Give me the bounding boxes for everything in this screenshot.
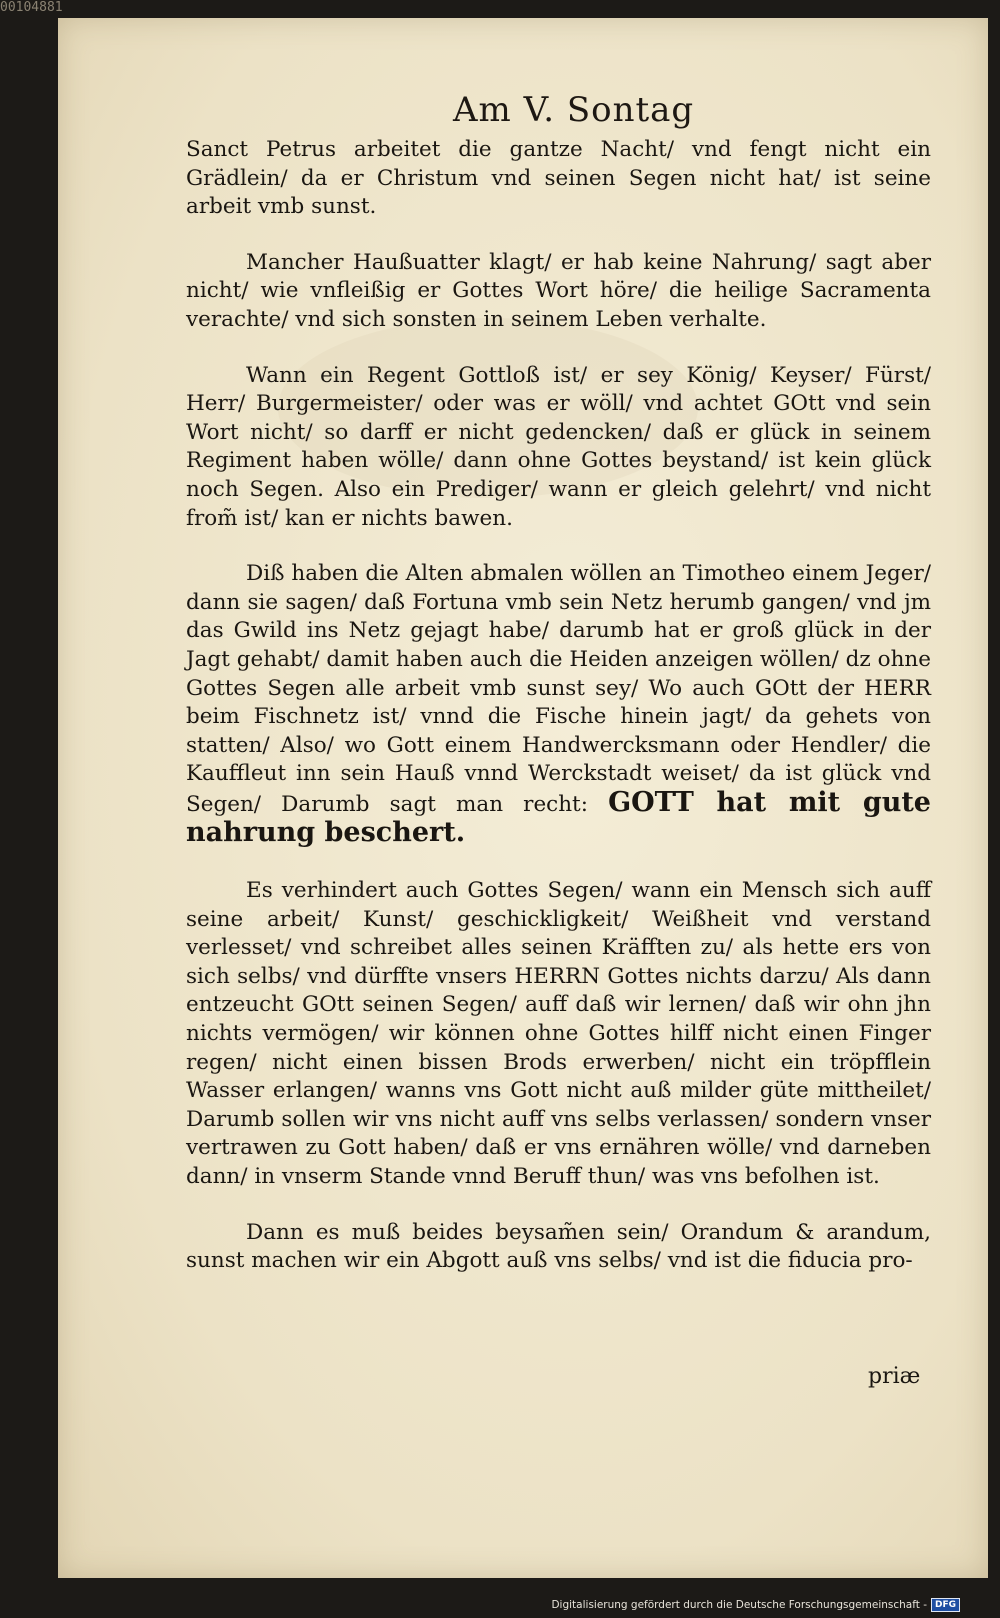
book-page bbox=[58, 18, 988, 1578]
paragraph-4-text: Diß haben die Alten abmalen wöllen an Timotheo einem Jeger/ dann sie sagen/ daß Fortuna vmb sein Netz herumb gangen/ vnd jm das Gwild ins Netz gejagt habe/ darumb hat er groß glück in der Jagt gehabt/ damit haben auch die Heiden anzeigen wöllen/ dz ohne Gottes Segen alle arbeit vmb sunst sey/ Wo auch GOtt der HERR beim Fischnetz ist/ vnnd die Fische hinein jagt/ da gehets von statten/ Also/ wo Gott einem Handwercksmann oder Hendler/ die Kauffleut inn sein Hauß vnnd Werckstadt weiset/ da ist glück vnd Segen/ Darumb sagt man recht: bbox=[186, 561, 931, 817]
running-head: Am V. Sontag bbox=[453, 90, 695, 130]
catchword: priæ bbox=[868, 1364, 921, 1389]
paragraph-5: Es verhindert auch Gottes Segen/ wann ein Mensch sich auff seine arbeit/ Kunst/ geschickligkeit/ Weißheit vnd verstand verlesset/ vnd schreibet alles seinen Kräfften zu/ als hette ers von sich selbs/ vnd dürffte vnsers HERRN Gottes nichts darzu/ Als dann entzeucht GOtt seinen Segen/ auff daß wir lernen/ daß wir ohn jhn nichts vermögen/ wir können ohne Gottes hilff nicht einen Finger regen/ nicht einen bissen Brods erwerben/ nicht ein tröpfflein Wasser erlangen/ wanns vns Gott nicht auß milder güte mittheilet/ Darumb sollen wir vns nicht auff vns selbs verlassen/ sondern vnser vertrawen zu Gott haben/ daß er vns ernähren wölle/ vnd darneben dann/ in vnserm Stande vnnd Beruff thun/ was vns befolhen ist. bbox=[186, 878, 931, 1189]
paragraph-4 bbox=[186, 560, 931, 850]
scan-id-label: 00104881 bbox=[0, 0, 63, 15]
digitization-credit bbox=[551, 1598, 960, 1612]
dfg-logo-icon: DFG bbox=[931, 1598, 960, 1612]
paragraph-1: Sanct Petrus arbeitet die gantze Nacht/ vnd fengt nicht ein Grädlein/ da er Christum vnd seinen Segen nicht hat/ ist seine arbeit vmb sunst. bbox=[186, 137, 931, 220]
paragraph-3: Wann ein Regent Gottloß ist/ er sey König/ Keyser/ Fürst/ Herr/ Burgermeister/ oder was er wöll/ vnd achtet GOtt vnd sein Wort nicht/ so darff er nicht gedencken/ daß er glück in seinem Regiment haben wölle/ dann ohne Gottes beystand/ ist kein glück noch Segen. Also ein Prediger/ wann er gleich gelehrt/ vnd nicht from̃ ist/ kan er nichts bawen. bbox=[186, 362, 931, 531]
paragraph-6: Dann es muß beides beysam̃en sein/ Orandum & arandum, sunst machen wir ein Abgott auß vns selbs/ vnd ist die fiducia pro- bbox=[186, 1219, 931, 1274]
page-body bbox=[186, 136, 931, 1303]
credit-text: Digitalisierung gefördert durch die Deutsche Forschungsgemeinschaft - bbox=[551, 1599, 927, 1611]
proverb-text: GOTT hat mit gute nahrung beschert. bbox=[186, 786, 931, 849]
paragraph-2: Mancher Haußuatter klagt/ er hab keine Nahrung/ sagt aber nicht/ wie vnfleißig er Gottes Wort höre/ die heilige Sacramenta verachte/ vnd sich sonsten in seinem Leben verhalte. bbox=[186, 249, 931, 332]
